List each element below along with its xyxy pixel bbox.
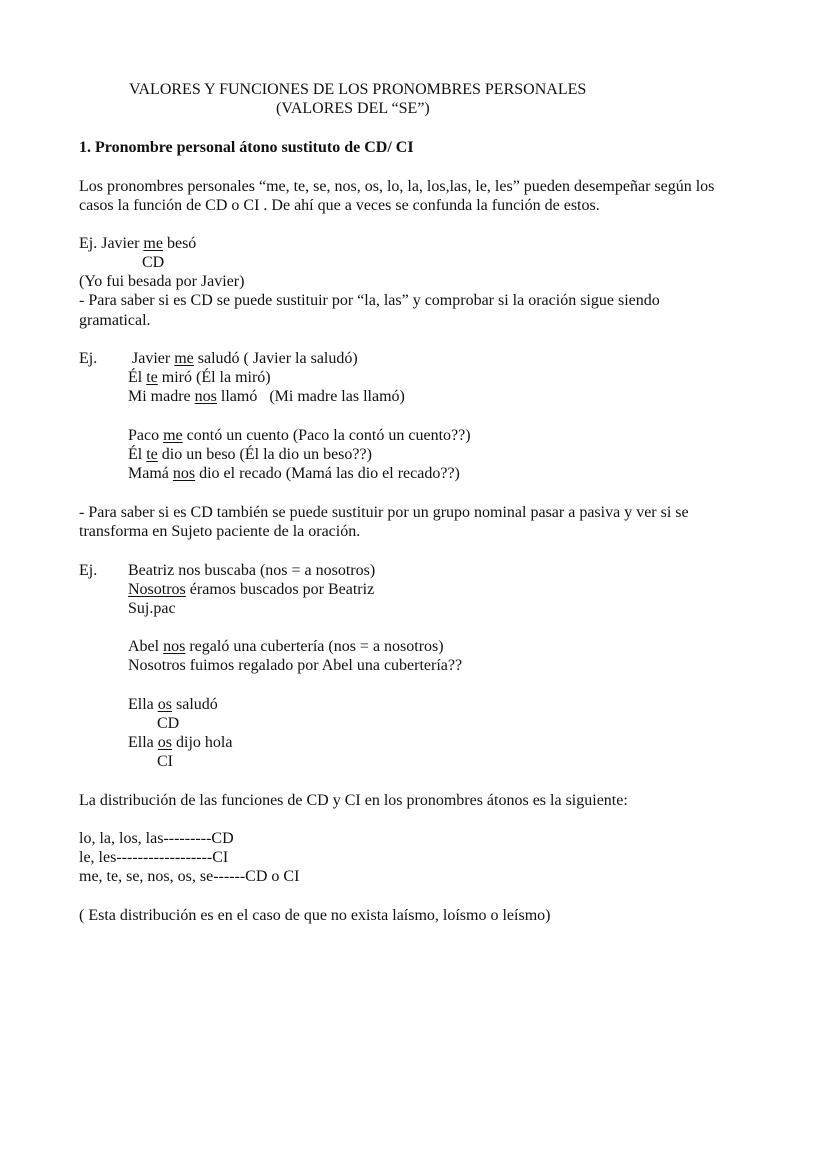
example-2-line-5: Él te dio un beso (Él la dio un beso??)	[128, 446, 372, 463]
example-2-marker: Ej.	[79, 350, 98, 367]
distribution-intro: La distribución de las funciones de CD y CI en los pronombres átonos es la siguiente:	[79, 792, 628, 809]
example-3-line-1: Beatriz nos buscaba (nos = a nosotros)	[128, 562, 376, 579]
example-3-line-8: Ella os dijo hola	[128, 734, 233, 751]
example-1-sentence: Ej. Javier me besó	[79, 235, 197, 252]
distribution-line-1: lo, la, los, las---------CD	[79, 830, 234, 847]
tip-1-line-1: - Para saber si es CD se puede sustituir por “la, las” y comprobar si la oración sigue siendo	[79, 292, 660, 309]
example-3-label-ci: CI	[157, 753, 173, 770]
example-2-line-3: Mi madre nos llamó (Mi madre las llamó)	[128, 388, 405, 405]
example-3-marker: Ej.	[79, 562, 98, 579]
document-title-line-1: VALORES Y FUNCIONES DE LOS PRONOMBRES PERSONALES	[129, 81, 587, 98]
example-2-line-1: Javier me saludó ( Javier la saludó)	[132, 350, 358, 367]
tip-2-line-1: - Para saber si es CD también se puede sustituir por un grupo nominal pasar a pasiva y ver si se	[79, 504, 689, 521]
tip-1-line-2: gramatical.	[79, 312, 151, 329]
intro-line-2: casos la función de CD o CI . De ahí que a veces se confunda la función de estos.	[79, 197, 600, 214]
example-1-label: CD	[142, 254, 165, 271]
example-2-line-4: Paco me contó un cuento (Paco la contó un cuento??)	[128, 427, 471, 444]
example-3-line-4: Abel nos regaló una cubertería (nos = a nosotros)	[128, 638, 444, 655]
distribution-note: ( Esta distribución es en el caso de que no exista laísmo, loísmo o leísmo)	[79, 907, 551, 924]
example-2-line-2: Él te miró (Él la miró)	[128, 369, 271, 386]
example-3-line-2: Nosotros éramos buscados por Beatriz	[128, 581, 375, 598]
tip-2-line-2: transforma en Sujeto paciente de la oración.	[79, 523, 361, 540]
example-2-line-6: Mamá nos dio el recado (Mamá las dio el recado??)	[128, 465, 460, 482]
example-3-line-6: Ella os saludó	[128, 696, 218, 713]
distribution-line-3: me, te, se, nos, os, se------CD o CI	[79, 868, 300, 885]
intro-line-1: Los pronombres personales “me, te, se, nos, os, lo, la, los,las, le, les” pueden desempeñar según los	[79, 178, 715, 195]
section-heading: 1. Pronombre personal átono sustituto de CD/ CI	[79, 139, 414, 156]
distribution-line-2: le, les------------------CI	[79, 849, 229, 866]
example-3-label-cd: CD	[157, 715, 180, 732]
document-title-line-2: (VALORES DEL “SE”)	[276, 100, 430, 117]
example-3-line-5: Nosotros fuimos regalado por Abel una cubertería??	[128, 657, 463, 674]
example-3-line-3: Suj.pac	[128, 600, 176, 617]
example-1-passive: (Yo fui besada por Javier)	[79, 273, 245, 290]
